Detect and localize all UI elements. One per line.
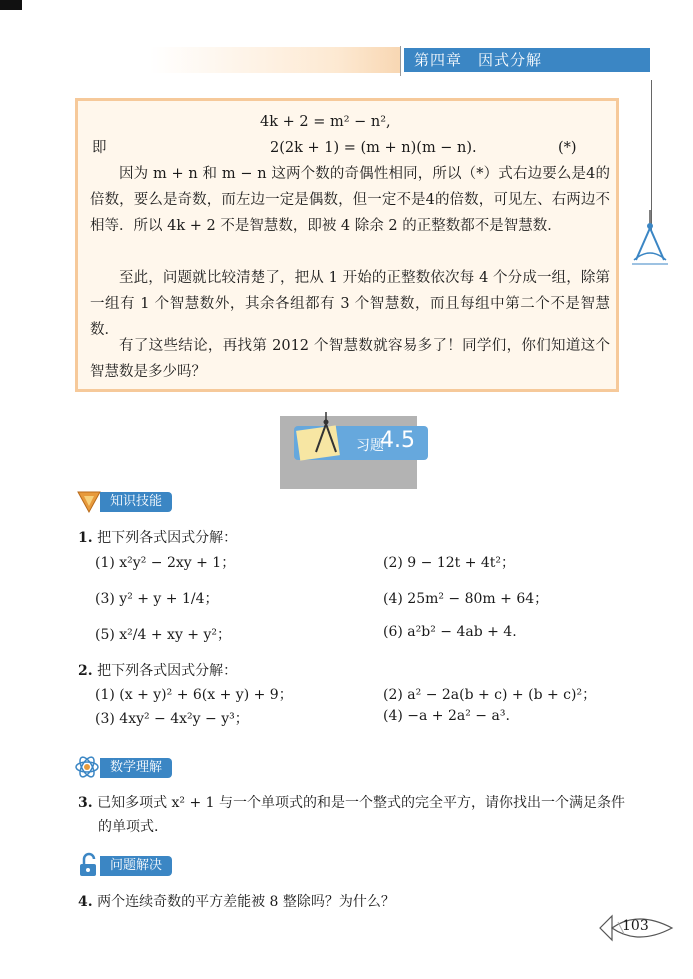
section-math-understanding: 数学理解 <box>100 758 172 778</box>
paragraph-3: 有了这些结论，再找第 2012 个智慧数就容易多了！同学们，你们知道这个智慧数是多少吗？ <box>90 338 610 380</box>
q4-number: 4. <box>78 894 93 910</box>
q1-item-4: (4) 25m² − 80m + 64； <box>383 591 549 607</box>
text-box <box>75 98 619 392</box>
q2-item-3: (3) 4xy² − 4x²y − y³； <box>95 711 249 727</box>
equation-2: 2(2k + 1) = (m + n)(m − n). <box>270 140 477 156</box>
q2-item-1: (1) (x + y)² + 6(x + y) + 9； <box>95 687 293 703</box>
q1-item-1: (1) x²y² − 2xy + 1； <box>95 555 236 571</box>
exercise-banner <box>294 426 428 460</box>
chapter-title: 第四章 因式分解 <box>404 48 650 72</box>
compass-icon <box>312 412 340 456</box>
header-divider <box>400 46 401 76</box>
q3-line-2: 的单项式. <box>98 819 159 835</box>
header-gradient <box>150 47 400 73</box>
q1-item-2: (2) 9 − 12t + 4t²； <box>383 555 516 571</box>
q1-number: 1. <box>78 530 93 546</box>
compass-icon <box>630 210 670 270</box>
equation-1: 4k + 2 = m² − n², <box>260 114 391 130</box>
q2-item-2: (2) a² − 2a(b + c) + (b + c)²； <box>383 687 597 703</box>
exercise-number: 4.5 <box>380 428 415 453</box>
equation-tag: (*) <box>558 140 577 156</box>
paragraph-1: 因为 m + n 和 m − n 这两个数的奇偶性相同，所以（*）式右边要么是4的倍数，要么是奇数，而左边一定是偶数，但一定不是4的倍数，可见左、右两边不相等．所以 4k + 2 不是智慧数，即被 4 除余 2 的正整数都不是智慧数． <box>90 166 610 234</box>
corner-mark <box>0 0 22 10</box>
paragraph-2: 至此，问题就比较清楚了，把从 1 开始的正整数依次每 4 个分成一组，除第一组有 1 个智慧数外，其余各组都有 3 个智慧数，而且每组中第二个不是智慧数． <box>90 270 610 338</box>
q1-stem <box>78 527 237 547</box>
q1-item-3: (3) y² + y + 1/4； <box>95 591 219 607</box>
q3-number: 3. <box>78 795 93 811</box>
q3-line-1 <box>78 792 625 812</box>
q1-item-6: (6) a²b² − 4ab + 4. <box>383 624 517 640</box>
q4-text: 两个连续奇数的平方差能被 8 整除吗？为什么？ <box>97 894 395 910</box>
q3-text: 已知多项式 x² + 1 与一个单项式的和是一个整式的完全平方，请你找出一个满足条件 <box>97 795 626 811</box>
triangle-icon <box>76 488 102 514</box>
q2-stem <box>78 660 237 680</box>
q2-text: 把下列各式因式分解： <box>97 663 238 679</box>
side-rule <box>651 80 652 230</box>
q2-item-4: (4) −a + 2a² − a³. <box>383 708 510 724</box>
section-problem-solving: 问题解决 <box>100 856 172 876</box>
q4-line <box>78 891 395 911</box>
atom-icon <box>74 754 100 780</box>
exercise-label: 习题 <box>356 438 384 454</box>
page-number: 103 <box>622 918 649 934</box>
q1-item-5: (5) x²/4 + xy + y²； <box>95 627 232 643</box>
section-knowledge-skills: 知识技能 <box>100 492 172 512</box>
q1-text: 把下列各式因式分解： <box>97 530 238 546</box>
q2-number: 2. <box>78 663 93 679</box>
lock-icon <box>76 852 102 878</box>
ji-label: 即 <box>92 140 107 156</box>
